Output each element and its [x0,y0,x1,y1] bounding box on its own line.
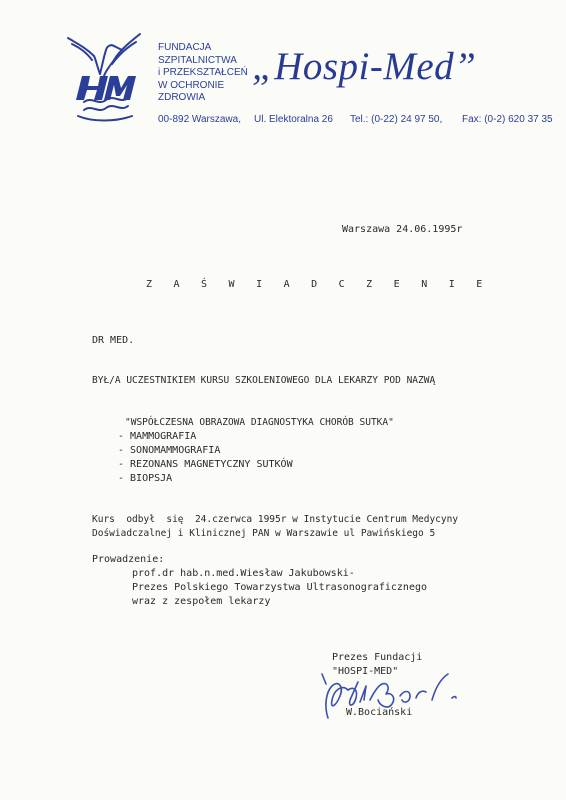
course-topic: - SONOMAMMOGRAFIA [118,445,221,456]
lead-label: Prowadzenie: [92,554,165,565]
lead-line: Prezes Polskiego Towarzystwa Ultrasonograficznego [132,582,428,593]
phone-number: Tel.: (0-22) 24 97 50, [350,114,443,125]
course-topic: - BIOPSJA [118,473,173,484]
org-line: FUNDACJA [158,42,212,53]
org-line: W OCHRONIE [158,79,225,91]
org-line: SZPITALNICTWA [158,54,237,66]
signatory-name: W.Bociański [346,707,413,718]
fax-number: Fax: (0-2) 620 37 35 [462,114,553,125]
signatory-org: "HOSPI-MED" [332,666,399,677]
letter-date: Warszawa 24.06.1995r [342,224,463,235]
course-info-line: Doświadczalnej i Klinicznej PAN w Warszawie ul Pawińskiego 5 [92,528,436,539]
stork-logo-icon [64,30,144,122]
brand-name: „Hospi-Med” [252,45,477,88]
org-line: i PRZEKSZTAŁCEŃ [158,67,248,78]
lead-line: prof.dr hab.n.med.Wiesław Jakubowski- [132,568,355,579]
signatory-title: Prezes Fundacji [332,652,423,663]
address-street: Ul. Elektoralna 26 [254,114,333,125]
foundation-name-block [158,42,248,105]
course-name: "WSPÓŁCZESNA OBRAZOWA DIAGNOSTYKA CHORÓB SUTKA" [125,417,394,428]
address-postal: 00-892 Warszawa, [158,114,241,125]
participation-statement: BYŁ/A UCZESTNIKIEM KURSU SZKOLENIOWEGO DLA LEKARZY POD NAZWĄ [92,375,436,386]
course-topic: - REZONANS MAGNETYCZNY SUTKÓW [118,459,293,470]
document-title: ZAŚWIADCZENIE [146,279,504,290]
org-line: ZDROWIA [158,92,206,103]
course-info-line: Kurs odbył się 24.czerwca 1995r w Instytucie Centrum Medycyny [92,514,459,525]
lead-line: wraz z zespołem lekarzy [132,596,271,607]
recipient-line: DR MED. [92,335,135,346]
course-topic: - MAMMOGRAFIA [118,431,197,442]
